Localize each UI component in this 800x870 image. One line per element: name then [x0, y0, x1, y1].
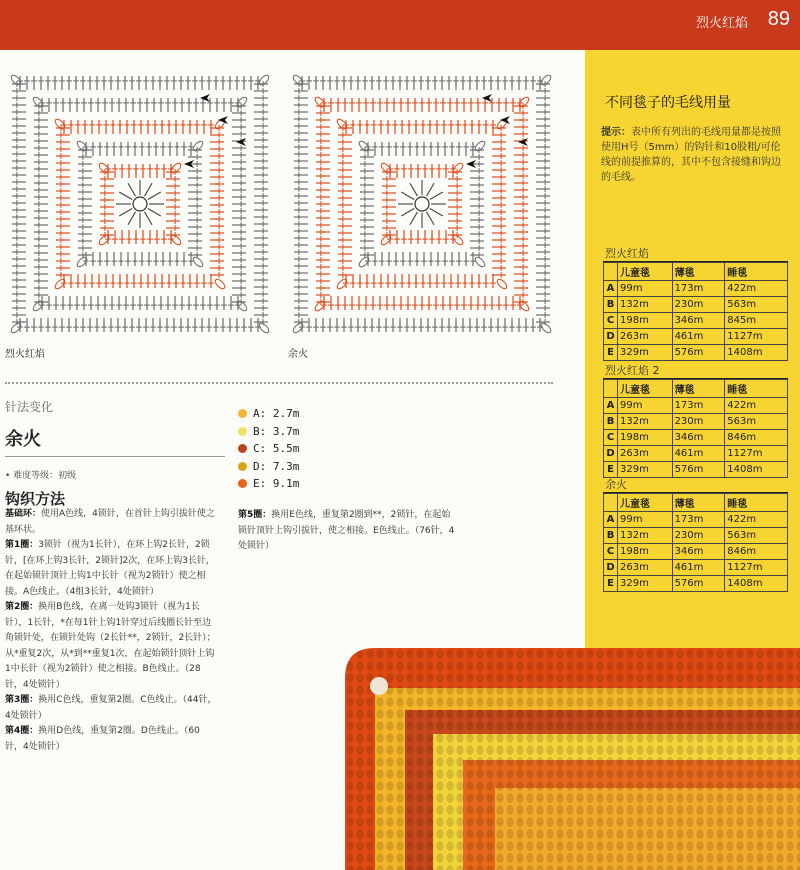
round-5-head: 第5圈：	[238, 510, 272, 520]
table-row	[604, 430, 788, 446]
table-cell: 198m	[618, 313, 673, 329]
page-number: 89	[767, 8, 790, 30]
row-letter: D	[604, 560, 618, 576]
table-cell: 198m	[618, 430, 673, 446]
table-cell: 563m	[725, 297, 788, 313]
table-cell: 132m	[618, 528, 673, 544]
round-1-head: 第1圈：	[5, 540, 39, 550]
table-cell: 1408m	[725, 576, 788, 592]
table-cell: 1408m	[725, 345, 788, 361]
row-letter: A	[604, 281, 618, 297]
table-col-header: 睡毯	[725, 494, 788, 512]
yarn-color-a: A: 2.7m	[238, 405, 299, 423]
table-cell: 346m	[672, 430, 725, 446]
start-arrow-icon	[200, 94, 210, 102]
row-letter: E	[604, 576, 618, 592]
color-dot-icon	[238, 409, 247, 418]
difficulty-level: • 难度等级：初级	[5, 471, 77, 481]
table-cell: 329m	[618, 462, 673, 478]
row-letter: D	[604, 446, 618, 462]
table-cell: 846m	[725, 544, 788, 560]
table-col-header	[604, 380, 618, 398]
yarn-table-caption: 烈火红焰 2	[603, 360, 788, 379]
magic-ring-mark	[415, 197, 429, 211]
stitch-mark	[119, 192, 132, 200]
table-cell: 461m	[672, 446, 725, 462]
table-cell: 329m	[618, 576, 673, 592]
table-cell: 461m	[672, 329, 725, 345]
round-4-text: 换用D色线，重复第2圈。D色线止。（60针，4处锁针）	[5, 726, 200, 752]
round-4-head: 第4圈：	[5, 726, 39, 736]
table-row	[604, 281, 788, 297]
yarn-color-b: B: 3.7m	[238, 423, 299, 441]
table-cell: 173m	[672, 398, 725, 414]
table-cell: 132m	[618, 414, 673, 430]
row-letter: B	[604, 528, 618, 544]
stitch-mark	[145, 212, 153, 225]
magic-ring-mark	[133, 197, 147, 211]
crochet-square-photo	[345, 648, 800, 870]
instructions-column-1	[5, 507, 217, 755]
table-cell: 263m	[618, 560, 673, 576]
stitch-mark	[148, 192, 161, 200]
stitch-mark	[145, 183, 153, 196]
diagram-1-label: 烈火红焰	[5, 349, 45, 360]
table-cell: 846m	[725, 430, 788, 446]
row-letter: E	[604, 462, 618, 478]
yarn-color-c: C: 5.5m	[238, 440, 299, 458]
sidebar-title: 不同毯子的毛线用量	[605, 95, 731, 111]
table-cell: 576m	[672, 576, 725, 592]
round-2-head: 第2圈：	[5, 602, 39, 612]
section-divider	[5, 382, 553, 384]
table-row	[604, 414, 788, 430]
table-cell: 230m	[672, 297, 725, 313]
table-col-header: 儿童毯	[618, 380, 673, 398]
table-row	[604, 576, 788, 592]
stitch-mark	[430, 192, 443, 200]
table-cell: 563m	[725, 414, 788, 430]
table-col-header: 睡毯	[725, 263, 788, 281]
stitch-mark	[119, 209, 132, 217]
table-cell: 422m	[725, 398, 788, 414]
yarn-table-2	[603, 360, 788, 478]
chain-loop-mark	[540, 322, 553, 335]
table-cell: 173m	[672, 512, 725, 528]
table-cell: 99m	[618, 281, 673, 297]
stitch-mark	[410, 183, 418, 196]
row-letter: A	[604, 398, 618, 414]
row-letter: B	[604, 414, 618, 430]
row-letter: C	[604, 430, 618, 446]
table-row	[604, 560, 788, 576]
row-letter: C	[604, 313, 618, 329]
yarn-color-d: D: 7.3m	[238, 458, 299, 476]
chain-loop-mark	[496, 278, 509, 291]
round-3-head: 第3圈：	[5, 695, 39, 705]
color-dot-icon	[238, 462, 247, 471]
crochet-diagram-1	[4, 68, 276, 340]
table-cell: 99m	[618, 398, 673, 414]
stitch-mark	[128, 212, 136, 225]
color-dot-icon	[238, 479, 247, 488]
table-col-header: 儿童毯	[618, 263, 673, 281]
instructions-column-2	[238, 508, 456, 555]
sidebar-tip: 提示：表中所有列出的毛线用量都是按照使用H号（5mm）的钩针和10股粗/可伦线的前提推算的，其中不包含接缝和钩边的毛线。	[601, 127, 781, 183]
table-cell: 346m	[672, 544, 725, 560]
round-1-text: 3锁针（视为1长针），在环上钩2长针，2锁针，[在环上钩3长针，2锁针]2次，在环上钩3长针，在起始锁针顶针上钩1中长针（视为2锁针）使之相接。A色线止。（4组3长针，4处锁针）	[5, 540, 215, 597]
table-cell: 1127m	[725, 446, 788, 462]
table-cell: 422m	[725, 281, 788, 297]
table-row	[604, 329, 788, 345]
table-row	[604, 313, 788, 329]
table-cell: 230m	[672, 528, 725, 544]
table-cell: 99m	[618, 512, 673, 528]
table-cell: 173m	[672, 281, 725, 297]
variation-label: 针法变化	[5, 400, 54, 414]
table-cell: 1408m	[725, 462, 788, 478]
table-cell: 461m	[672, 560, 725, 576]
yarn-table-3	[603, 474, 788, 592]
table-col-header	[604, 494, 618, 512]
table-cell: 198m	[618, 544, 673, 560]
round-5-text: 换用E色线，重复第2圈到**，2锁针，在起始锁针顶针上钩引拔针，使之相接。E色线止。（76针，4处锁针）	[238, 510, 455, 551]
row-letter: E	[604, 345, 618, 361]
table-col-header	[604, 263, 618, 281]
chain-loop-mark	[192, 256, 205, 269]
crochet-diagram-2	[286, 68, 558, 340]
table-cell: 845m	[725, 313, 788, 329]
yarn-table-caption: 烈火红焰	[603, 243, 788, 262]
section-title: 烈火红焰	[695, 16, 748, 31]
page-header	[0, 0, 800, 50]
stitch-mark	[148, 209, 161, 217]
table-col-header: 薄毯	[672, 263, 725, 281]
stitch-mark	[401, 192, 414, 200]
table-cell: 1127m	[725, 560, 788, 576]
row-letter: D	[604, 329, 618, 345]
round-3-text: 换用C色线，重复第2圈。C色线止。（44针，4处锁针）	[5, 695, 217, 721]
table-cell: 132m	[618, 297, 673, 313]
start-arrow-icon	[218, 116, 228, 124]
table-col-header: 薄毯	[672, 494, 725, 512]
row-letter: A	[604, 512, 618, 528]
stitch-mark	[410, 212, 418, 225]
color-dot-icon	[238, 444, 247, 453]
pattern-name: 余火	[5, 429, 41, 450]
diagram-2-label: 余火	[288, 349, 308, 360]
method-title: 钩织方法	[5, 490, 66, 508]
yarn-table-1	[603, 243, 788, 361]
row-letter: B	[604, 297, 618, 313]
round-0-head: 基础环：	[5, 509, 42, 519]
table-cell: 576m	[672, 462, 725, 478]
table-cell: 563m	[725, 528, 788, 544]
table-col-header: 薄毯	[672, 380, 725, 398]
table-cell: 576m	[672, 345, 725, 361]
chain-loop-mark	[258, 322, 271, 335]
stitch-mark	[427, 212, 435, 225]
table-row	[604, 398, 788, 414]
start-arrow-icon	[500, 116, 510, 124]
stitch-mark	[128, 183, 136, 196]
table-cell: 263m	[618, 446, 673, 462]
table-cell: 346m	[672, 313, 725, 329]
round-0-text: 使用A色线，4锁针，在首针上钩引拔针使之基环状。	[5, 509, 215, 535]
table-col-header: 儿童毯	[618, 494, 673, 512]
chain-loop-mark	[214, 278, 227, 291]
table-row	[604, 345, 788, 361]
table-col-header: 睡毯	[725, 380, 788, 398]
table-cell: 329m	[618, 345, 673, 361]
title-rule	[5, 456, 225, 457]
start-arrow-icon	[482, 94, 492, 102]
table-cell: 422m	[725, 512, 788, 528]
stitch-mark	[401, 209, 414, 217]
stitch-mark	[430, 209, 443, 217]
yarn-table-caption: 余火	[603, 474, 788, 493]
color-dot-icon	[238, 427, 247, 436]
table-row	[604, 297, 788, 313]
round-2-text: 换用B色线，在离一处钩3锁针（视为1长针），1长针，*在每1针上钩1针穿过后线圈长针至边角锁针处，在锁针处钩（2长针**，2锁针，2长针）；从*重复2次，从*到**重复1次，在起始锁针顶针上钩1中长针（视为2锁针）使之相接。B色线止。（28针，4处锁针）	[5, 602, 216, 690]
table-cell: 263m	[618, 329, 673, 345]
chain-loop-mark	[474, 256, 487, 269]
table-row	[604, 528, 788, 544]
table-row	[604, 446, 788, 462]
table-row	[604, 512, 788, 528]
row-letter: C	[604, 544, 618, 560]
yarn-color-e: E: 9.1m	[238, 475, 299, 493]
table-row	[604, 544, 788, 560]
table-cell: 1127m	[725, 329, 788, 345]
table-cell: 230m	[672, 414, 725, 430]
stitch-mark	[427, 183, 435, 196]
yarn-color-list	[238, 405, 299, 493]
